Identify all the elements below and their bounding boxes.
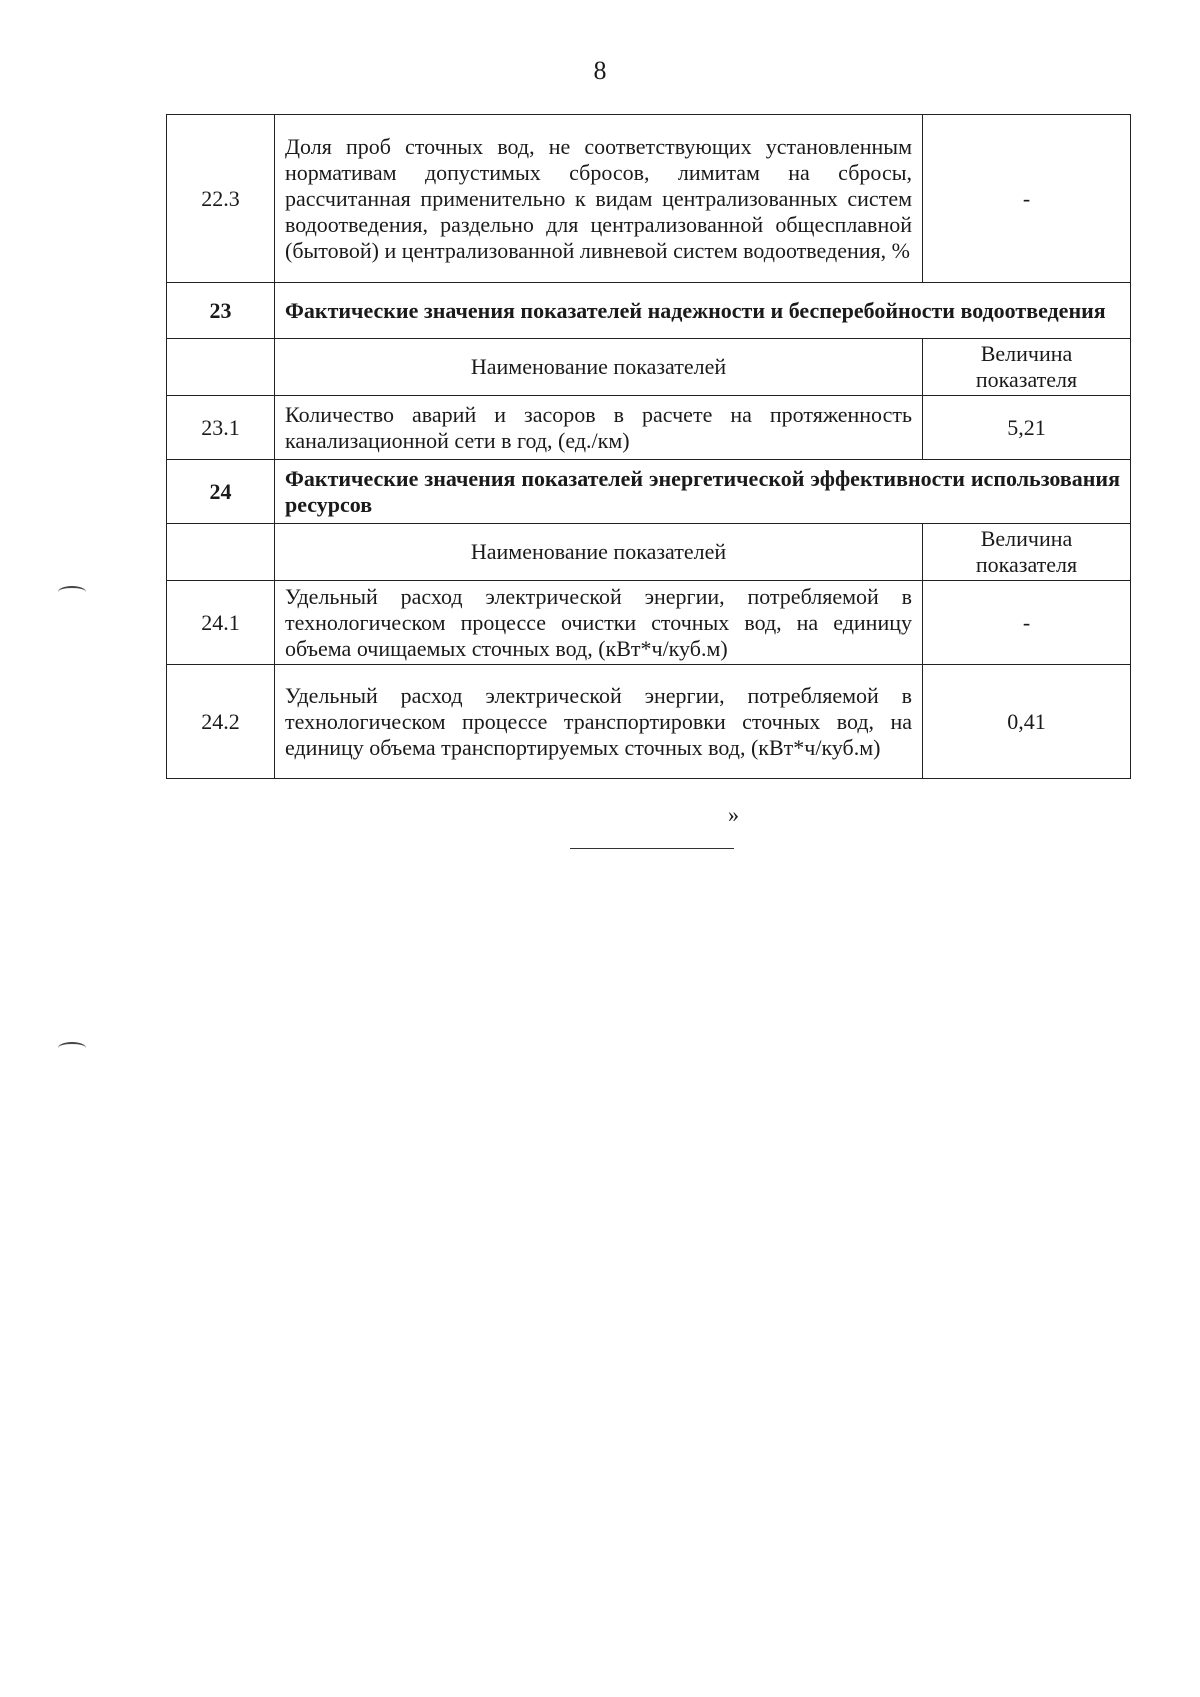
indicator-value: 0,41 (923, 665, 1131, 779)
name-column-header: Наименование показателей (275, 524, 923, 581)
section-number: 23 (167, 283, 275, 339)
table-row (167, 396, 1131, 460)
row-number: 23.1 (167, 396, 275, 460)
table-row (167, 581, 1131, 665)
value-column-header: Величина показателя (923, 524, 1131, 581)
table-row (167, 115, 1131, 283)
name-column-header: Наименование показателей (275, 339, 923, 396)
indicator-value: 5,21 (923, 396, 1131, 460)
header-number-cell (167, 524, 275, 581)
end-rule (570, 848, 734, 849)
section-row (167, 283, 1131, 339)
table-row (167, 665, 1131, 779)
section-title: Фактические значения показателей надежности и бесперебойности водоотведения (275, 283, 1131, 339)
row-number: 22.3 (167, 115, 275, 283)
indicator-value: - (923, 581, 1131, 665)
header-number-cell (167, 339, 275, 396)
section-title: Фактические значения показателей энергетической эффективности использования ресурсов (275, 460, 1131, 524)
indicator-name: Удельный расход электрической энергии, потребляемой в технологическом процессе транспортировки сточных вод, на единицу объема транспортируемых сточных вод, (кВт*ч/куб.м) (275, 665, 923, 779)
indicator-name: Удельный расход электрической энергии, потребляемой в технологическом процессе очистки сточных вод, на единицу объема очищаемых сточных вод, (кВт*ч/куб.м) (275, 581, 923, 665)
header-row (167, 339, 1131, 396)
indicator-name: Доля проб сточных вод, не соответствующих установленным нормативам допустимых сбросов, лимитам на сбросы, рассчитанная применительно к видам централизованных систем водоотведения, раздельно для централизованной общесплавной (бытовой) и централизованной ливневой систем водоотведения, % (275, 115, 923, 283)
indicators-table (166, 114, 1131, 779)
header-row (167, 524, 1131, 581)
section-number: 24 (167, 460, 275, 524)
value-column-header: Величина показателя (923, 339, 1131, 396)
indicator-value: - (923, 115, 1131, 283)
row-number: 24.1 (167, 581, 275, 665)
scan-mark (58, 1042, 86, 1054)
scan-mark (58, 586, 86, 598)
closing-quote: » (728, 802, 739, 827)
row-number: 24.2 (167, 665, 275, 779)
indicator-name: Количество аварий и засоров в расчете на протяженность канализационной сети в год, (ед./км) (275, 396, 923, 460)
page-number: 8 (593, 56, 607, 85)
section-row (167, 460, 1131, 524)
